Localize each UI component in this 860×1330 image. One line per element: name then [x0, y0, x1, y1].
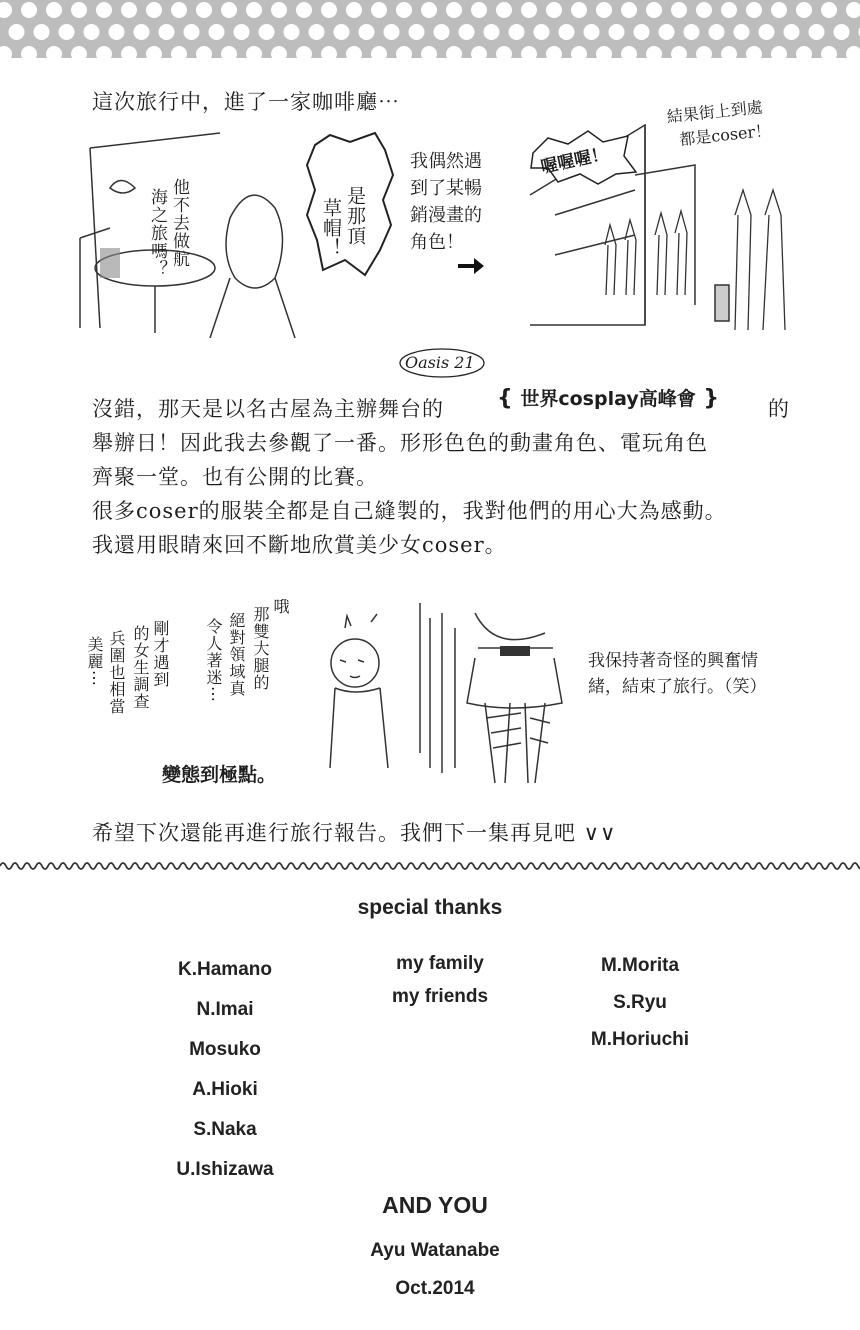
- pervert-caption: 變態到極點。: [162, 764, 277, 786]
- credit-name: my friends: [391, 986, 489, 1007]
- polka-dot: [184, 24, 200, 40]
- paragraph-line-1-suffix: 的: [768, 397, 790, 421]
- panel3-caption-line: 結果街上到處: [665, 97, 764, 127]
- note-a-col-4: 美麗⋯: [85, 636, 104, 687]
- credit-name: Mosuko: [189, 1039, 261, 1060]
- polka-dot: [159, 24, 175, 40]
- polka-dot: [59, 24, 75, 40]
- polka-dot: [671, 2, 687, 18]
- paragraph-line-2: 舉辦日！因此我去參觀了一番。形形色色的動畫角色、電玩角色: [92, 431, 708, 455]
- polka-dot: [496, 2, 512, 18]
- polka-dot: [309, 24, 325, 40]
- polka-dot: [696, 2, 712, 18]
- polka-dot: [834, 24, 850, 40]
- polka-dot: [571, 46, 587, 58]
- polka-dot: [196, 2, 212, 18]
- polka-dot: [821, 2, 837, 18]
- right-caption: [588, 648, 767, 700]
- polka-dot: [784, 24, 800, 40]
- polka-dot: [571, 2, 587, 18]
- polka-dot: [621, 46, 637, 58]
- polka-dot: [846, 2, 860, 18]
- polka-dot: [684, 24, 700, 40]
- polka-dot: [271, 46, 287, 58]
- polka-dot: [596, 46, 612, 58]
- panel2-caption-line: 銷漫畫的: [410, 205, 482, 226]
- thought-col-1: 他不去做航: [169, 178, 189, 268]
- polka-dot: [171, 2, 187, 18]
- polka-dot: [809, 24, 825, 40]
- polka-dot: [359, 24, 375, 40]
- polka-dot: [0, 46, 12, 58]
- polka-dot: [821, 46, 837, 58]
- polka-dot: [734, 24, 750, 40]
- credits-center-column: [350, 947, 530, 1013]
- polka-dot: [371, 46, 387, 58]
- note-b-col-3: 絕對領域真: [227, 612, 246, 697]
- polka-dot: [646, 46, 662, 58]
- polka-dot: [71, 2, 87, 18]
- paragraph-line-4: 很多coser的服裝全都是自己縫製的，我對他們的用心大為感動。: [92, 499, 727, 523]
- polka-dot: [446, 2, 462, 18]
- polka-dot: [134, 24, 150, 40]
- right-caption-line: 我保持著奇怪的興奮情: [588, 651, 758, 671]
- polka-dot: [209, 24, 225, 40]
- right-caption-line: 緒，結束了旅行。（笑）: [588, 677, 767, 697]
- polka-dot: [21, 46, 37, 58]
- polka-dot: [521, 2, 537, 18]
- polka-dot: [284, 24, 300, 40]
- right-brace-icon: }: [703, 386, 720, 411]
- polka-dot: [471, 46, 487, 58]
- shout-col-1: 是那頂: [344, 186, 366, 246]
- credit-name: M.Horiuchi: [590, 1029, 690, 1050]
- note-a-col-3: 兵圍也相當: [107, 630, 126, 715]
- polka-dot: [596, 2, 612, 18]
- polka-dot: [271, 2, 287, 18]
- polka-dot: [771, 2, 787, 18]
- polka-dot: [84, 24, 100, 40]
- polka-dot: [759, 24, 775, 40]
- cafe-sketch-illustration: [70, 128, 310, 338]
- polka-dot: [121, 46, 137, 58]
- polka-dot: [234, 24, 250, 40]
- thought-col-2: 海之旅嗎？: [147, 188, 167, 278]
- polka-dot: [0, 2, 12, 18]
- polka-dot: [171, 46, 187, 58]
- polka-dot: [721, 2, 737, 18]
- polka-dot: [321, 46, 337, 58]
- polka-dot: [509, 24, 525, 40]
- polka-dot: [121, 2, 137, 18]
- shout-col-2: 草帽！: [320, 198, 342, 258]
- polka-dot: [421, 46, 437, 58]
- polka-dot: [471, 2, 487, 18]
- author-name: Ayu Watanabe: [370, 1240, 500, 1261]
- polka-dot: [109, 24, 125, 40]
- polka-dot: [846, 46, 860, 58]
- panel2-caption-line: 角色！: [410, 232, 464, 253]
- credit-name: M.Morita: [600, 955, 680, 976]
- summit-label-brace-wrap: [497, 384, 719, 411]
- polka-dot-pattern: [0, 0, 860, 58]
- polka-dot: [221, 46, 237, 58]
- credit-name: my family: [396, 953, 484, 974]
- note-a-col-1: 剛才遇到: [151, 620, 170, 688]
- note-a-col-2: 的女生調查: [131, 625, 150, 710]
- polka-dot: [96, 46, 112, 58]
- polka-dot: [396, 46, 412, 58]
- polka-dot: [46, 46, 62, 58]
- date-line: Oct.2014: [395, 1278, 475, 1299]
- paragraph-line-5: 我還用眼睛來回不斷地欣賞美少女coser。: [92, 533, 507, 557]
- credit-name: K.Hamano: [178, 959, 272, 980]
- paragraph-line-1: 沒錯，那天是以名古屋為主辦舞台的: [92, 397, 444, 421]
- credit-name: N.Imai: [196, 999, 254, 1020]
- polka-dot: [409, 24, 425, 40]
- polka-dot: [21, 2, 37, 18]
- polka-dot-header-band: [0, 0, 860, 58]
- panel2-caption: [410, 148, 482, 256]
- panel2-caption-line: 我偶然遇: [410, 151, 482, 172]
- polka-dot: [746, 46, 762, 58]
- note-b-col-1: 哦: [271, 598, 290, 615]
- panel3-caption-line: 都是coser！: [678, 120, 772, 150]
- intro-line: 這次旅行中，進了一家咖啡廳⋯: [92, 90, 400, 114]
- polka-dot: [346, 46, 362, 58]
- credits-right-column: [560, 947, 720, 1058]
- polka-dot: [584, 24, 600, 40]
- polka-dot: [621, 2, 637, 18]
- polka-dot: [146, 46, 162, 58]
- paragraph-line-3: 齊聚一堂。也有公開的比賽。: [92, 465, 378, 489]
- credit-name: U.Ishizawa: [176, 1159, 274, 1180]
- summit-label: 世界cosplay高峰會: [520, 388, 696, 410]
- credits-heading: special thanks: [357, 896, 503, 919]
- left-brace-icon: {: [497, 386, 513, 411]
- polka-dot: [434, 24, 450, 40]
- polka-dot: [296, 46, 312, 58]
- polka-dot: [321, 2, 337, 18]
- polka-dot: [446, 46, 462, 58]
- panel2-caption-line: 到了某暢: [410, 178, 482, 199]
- polka-dot: [534, 24, 550, 40]
- polka-dot: [646, 2, 662, 18]
- polka-dot: [71, 46, 87, 58]
- polka-dot: [659, 24, 675, 40]
- polka-dot: [259, 24, 275, 40]
- credit-name: S.Naka: [193, 1119, 257, 1140]
- polka-dot: [34, 24, 50, 40]
- polka-dot: [484, 24, 500, 40]
- polka-dot: [796, 2, 812, 18]
- polka-dot: [771, 46, 787, 58]
- polka-dot: [671, 46, 687, 58]
- polka-dot: [296, 2, 312, 18]
- polka-dot: [246, 2, 262, 18]
- polka-dot: [334, 24, 350, 40]
- sound-effect-text: 喔喔喔！: [539, 144, 610, 178]
- girl-and-cosplayer-sketch: [300, 588, 570, 788]
- polka-dot: [746, 2, 762, 18]
- polka-dot: [496, 46, 512, 58]
- note-b-col-2: 那雙大腿的: [251, 606, 270, 691]
- polka-dot: [246, 46, 262, 58]
- polka-dot: [521, 46, 537, 58]
- polka-dot: [609, 24, 625, 40]
- polka-dot: [559, 24, 575, 40]
- note-b-col-4: 令人著迷⋯: [204, 618, 223, 703]
- polka-dot: [196, 46, 212, 58]
- polka-dot: [796, 46, 812, 58]
- credit-name: S.Ryu: [613, 992, 667, 1013]
- polka-dot: [634, 24, 650, 40]
- polka-dot: [96, 2, 112, 18]
- closing-line: 希望下次還能再進行旅行報告。我們下一集再見吧 ∨∨: [92, 821, 617, 845]
- credit-name: A.Hioki: [192, 1079, 258, 1100]
- wavy-divider: [0, 858, 860, 874]
- credits-left-column: [140, 950, 310, 1190]
- polka-dot: [721, 46, 737, 58]
- arrow-right-icon: [456, 256, 486, 276]
- venue-label: Oasis 21: [405, 353, 475, 372]
- polka-dot: [396, 2, 412, 18]
- and-you-line: AND YOU: [382, 1192, 488, 1218]
- polka-dot: [546, 46, 562, 58]
- polka-dot: [421, 2, 437, 18]
- polka-dot: [459, 24, 475, 40]
- polka-dot: [696, 46, 712, 58]
- polka-dot: [46, 2, 62, 18]
- polka-dot: [146, 2, 162, 18]
- polka-dot: [371, 2, 387, 18]
- polka-dot: [709, 24, 725, 40]
- polka-dot: [546, 2, 562, 18]
- polka-dot: [221, 2, 237, 18]
- polka-dot: [9, 24, 25, 40]
- polka-dot: [346, 2, 362, 18]
- polka-dot: [384, 24, 400, 40]
